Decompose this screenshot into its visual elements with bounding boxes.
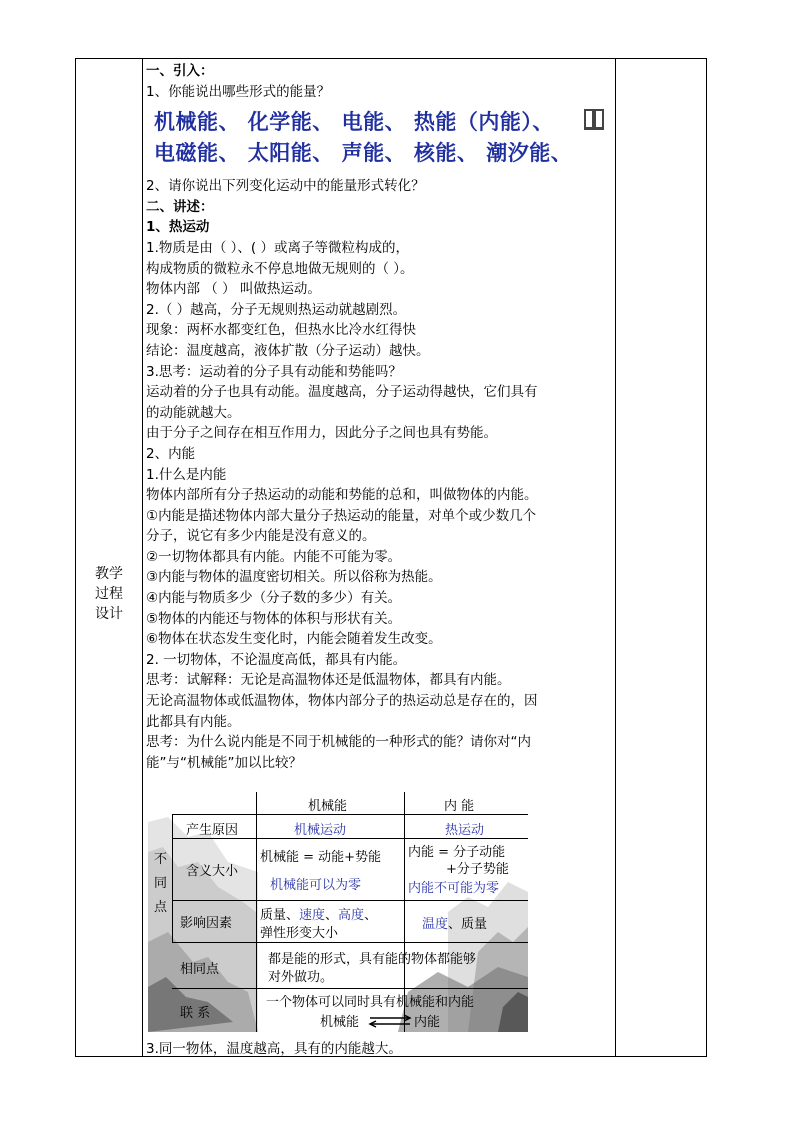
factor-mechanical-deform: 弹性形变大小 xyxy=(260,926,339,941)
text-line: 的动能就越大。 xyxy=(146,404,241,421)
text-line: ⑥物体在状态发生变化时，内能会随着发生改变。 xyxy=(146,631,442,648)
text-line: 思考：为什么说内能是不同于机械能的一种形式的能？请你对“内 xyxy=(146,734,531,751)
row-same-label: 相同点 xyxy=(180,962,220,977)
text-line: 3.思考：运动着的分子具有动能和势能吗？ xyxy=(146,363,402,380)
text-line: 1.什么是内能 xyxy=(146,466,227,483)
column-divider xyxy=(142,59,143,1056)
text-line: 2. 一切物体，不论温度高低，都具有内能。 xyxy=(146,651,407,668)
meaning-mechanical: 机械能 = 动能+势能 xyxy=(260,850,382,865)
row-label-line: 过程 xyxy=(95,586,123,602)
grid-line xyxy=(172,988,528,989)
column-divider xyxy=(615,59,616,1056)
row-label-line: 教学 xyxy=(95,566,123,582)
text-line: 1.物质是由（ ）、( ）或离子等微粒构成的， xyxy=(146,239,409,256)
section-heading: 一、引入： xyxy=(146,63,214,79)
diff-label: 不 xyxy=(154,852,168,867)
text-line: 结论：温度越高，液体扩散（分子运动）越快。 xyxy=(146,342,430,359)
meaning-internal-nonzero: 内能不可能为零 xyxy=(408,881,500,896)
row-cause-label: 产生原因 xyxy=(186,823,239,838)
row-label xyxy=(76,564,142,624)
col-header-internal: 内 能 xyxy=(444,799,475,814)
text-line: ①内能是描述物体内部大量分子热运动的能量，对单个或少数几个 xyxy=(146,507,537,524)
same-text: 都是能的形式，具有能的物体都能够 xyxy=(268,952,477,967)
factor-mechanical: 质量、速度、高度、 xyxy=(260,908,378,923)
text-line: 现象：两杯水都变红色，但热水比冷水红得快 xyxy=(146,322,416,339)
bidirectional-arrow-icon xyxy=(366,1014,414,1028)
text-line: 此都具有内能。 xyxy=(146,713,241,730)
comparison-table xyxy=(148,792,528,1032)
same-text: 对外做功。 xyxy=(268,970,334,985)
text-line: 物体内部 （ ） 叫做热运动。 xyxy=(146,281,321,298)
lesson-table xyxy=(75,58,707,1057)
row-meaning-label: 含义大小 xyxy=(186,864,239,879)
energy-forms xyxy=(154,106,614,176)
text-line: ⑤物体的内能还与物体的体积与形状有关。 xyxy=(146,610,402,627)
text-line: ③内能与物体的温度密切相关。所以俗称为热能。 xyxy=(146,569,442,586)
lesson-content xyxy=(146,61,614,773)
grid-line xyxy=(172,814,528,815)
text-line: ②一切物体都具有内能。内能不可能为零。 xyxy=(146,548,402,565)
link-text: 一个物体可以同时具有机械能和内能 xyxy=(266,995,475,1010)
closing-line xyxy=(146,1039,614,1060)
text-line: 3.同一物体，温度越高，具有的内能越大。 xyxy=(146,1041,402,1057)
meaning-internal: 内能 = 分子动能 xyxy=(408,845,506,860)
text-line: 运动着的分子也具有动能。温度越高，分子运动得越快，它们具有 xyxy=(146,384,538,401)
subsection-heading: 1、热运动 xyxy=(146,219,210,236)
text-line: 2.（ ）越高，分子无规则热运动就越剧烈。 xyxy=(146,301,407,318)
text-line: 由于分子之间存在相互作用力，因此分子之间也具有势能。 xyxy=(146,425,497,442)
question: 1、你能说出哪些形式的能量？ xyxy=(146,83,331,100)
diff-label: 点 xyxy=(154,900,168,915)
cause-mechanical: 机械运动 xyxy=(294,823,347,838)
text-line: 能”与“机械能”加以比较？ xyxy=(146,754,302,771)
question: 2、请你说出下列变化运动中的能量形式转化？ xyxy=(146,178,425,195)
text-line: ④内能与物质多少（分子数的多少）有关。 xyxy=(146,590,402,607)
cause-internal: 热运动 xyxy=(445,823,485,838)
link-mechanical: 机械能 xyxy=(320,1015,360,1030)
grid-line xyxy=(172,814,173,942)
grid-line xyxy=(172,942,528,943)
factor-internal: 温度、质量 xyxy=(422,917,488,932)
row-label-line: 设计 xyxy=(95,606,123,622)
row-link-label: 联 系 xyxy=(180,1006,211,1021)
meaning-mechanical-zero: 机械能可以为零 xyxy=(270,878,362,893)
text-line: 思考：试解释：无论是高温物体还是低温物体，都具有内能。 xyxy=(146,672,511,689)
energy-forms-row: 电磁能、 太阳能、 声能、 核能、 潮汐能、 xyxy=(154,140,573,166)
link-internal: 内能 xyxy=(414,1015,441,1030)
diff-label: 同 xyxy=(154,876,168,891)
grid-line xyxy=(172,838,528,839)
col-header-mechanical: 机械能 xyxy=(308,799,348,814)
grid-line xyxy=(256,792,257,1032)
book-icon xyxy=(584,108,604,130)
energy-forms-row: 机械能、 化学能、 电能、 热能（内能）、 xyxy=(154,109,554,135)
grid-line xyxy=(172,900,528,901)
text-line: 无论高温物体或低温物体，物体内部分子的热运动总是存在的，因 xyxy=(146,693,538,710)
row-factor-label: 影响因素 xyxy=(180,916,233,931)
meaning-internal-potential: +分子势能 xyxy=(446,862,509,877)
text-line: 分子，说它有多少内能是没有意义的。 xyxy=(146,528,376,545)
text-line: 物体内部所有分子热运动的动能和势能的总和，叫做物体的内能。 xyxy=(146,487,538,504)
text-line: 构成物质的微粒永不停息地做无规则的（ ）。 xyxy=(146,260,414,277)
section-heading: 二、讲述： xyxy=(146,198,214,215)
subsection-heading: 2、内能 xyxy=(146,445,196,462)
